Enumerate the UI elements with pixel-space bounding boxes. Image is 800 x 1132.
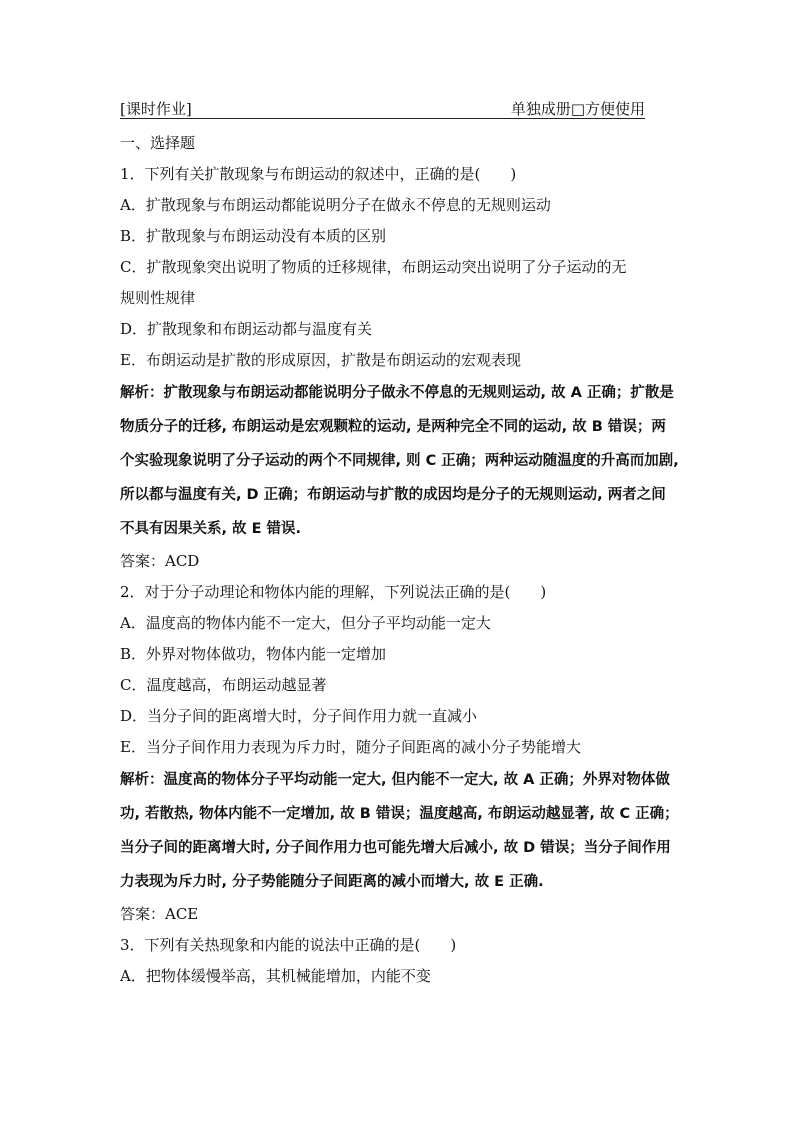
option-d: D．当分子间的距离增大时，分子间作用力就一直减小: [120, 707, 478, 725]
option-b: B．扩散现象与布朗运动没有本质的区别: [120, 227, 387, 245]
question-stem: 3．下列有关热现象和内能的说法中正确的是( ): [120, 936, 457, 954]
header-left-label: [课时作业]: [120, 100, 192, 118]
analysis-text: 解析：扩散现象与布朗运动都能说明分子做永不停息的无规则运动, 故 A 正确；扩散是物质分子的迁移, 布朗运动是宏观颗粒的运动, 是两种完全不同的运动, 故 B 错误；两个实验现象说明了分子运动的两个不同规律, 则 C 正确；两种运动随温度的升高而加剧, 所以都与温度有关, D 正确；布朗运动与扩散的成因均是分子的无规则运动, 两者之间不具有因果关系, 故 E 错误.: [120, 385, 679, 537]
question-2: [120, 577, 680, 930]
question-stem: 1．下列有关扩散现象与布朗运动的叙述中，正确的是( ): [120, 165, 517, 183]
option-e: E．布朗运动是扩散的形成原因，扩散是布朗运动的宏观表现: [120, 351, 521, 369]
option-a: A．把物体缓慢举高，其机械能增加，内能不变: [120, 967, 431, 985]
option-c: C．温度越高，布朗运动越显著: [120, 676, 327, 694]
section-title: 一、选择题: [120, 134, 196, 152]
option-b: B．外界对物体做功，物体内能一定增加: [120, 645, 387, 663]
option-c-continued: 规则性规律: [120, 289, 196, 307]
option-a: A．温度高的物体内能不一定大，但分子平均动能一定大: [120, 614, 491, 632]
header-right-label: 单独成册□方便使用: [510, 100, 645, 118]
option-a: A．扩散现象与布朗运动都能说明分子在做永不停息的无规则运动: [120, 196, 551, 214]
document-body: [120, 128, 680, 992]
option-d: D．扩散现象和布朗运动都与温度有关: [120, 320, 373, 338]
answer-text: 答案：ACE: [120, 905, 199, 923]
page-header: [120, 98, 645, 119]
answer-text: 答案：ACD: [120, 552, 200, 570]
option-c: C．扩散现象突出说明了物质的迁移规律，布朗运动突出说明了分子运动的无: [120, 258, 627, 276]
question-1: [120, 159, 680, 577]
question-3: [120, 930, 680, 992]
question-stem: 2．对于分子动理论和物体内能的理解，下列说法正确的是( ): [120, 583, 547, 601]
analysis-text: 解析：温度高的物体分子平均动能一定大, 但内能不一定大, 故 A 正确；外界对物体做功, 若散热, 物体内能不一定增加, 故 B 错误；温度越高, 布朗运动越显著, 故 C 正确；当分子间的距离增大时, 分子间作用力也可能先增大后减小, 故 D 错误；当分子间作用力表现为斥力时, 分子势能随分子间距离的减小而增大, 故 E 正确.: [120, 772, 679, 890]
option-e: E．当分子间作用力表现为斥力时，随分子间距离的减小分子势能增大: [120, 738, 581, 756]
